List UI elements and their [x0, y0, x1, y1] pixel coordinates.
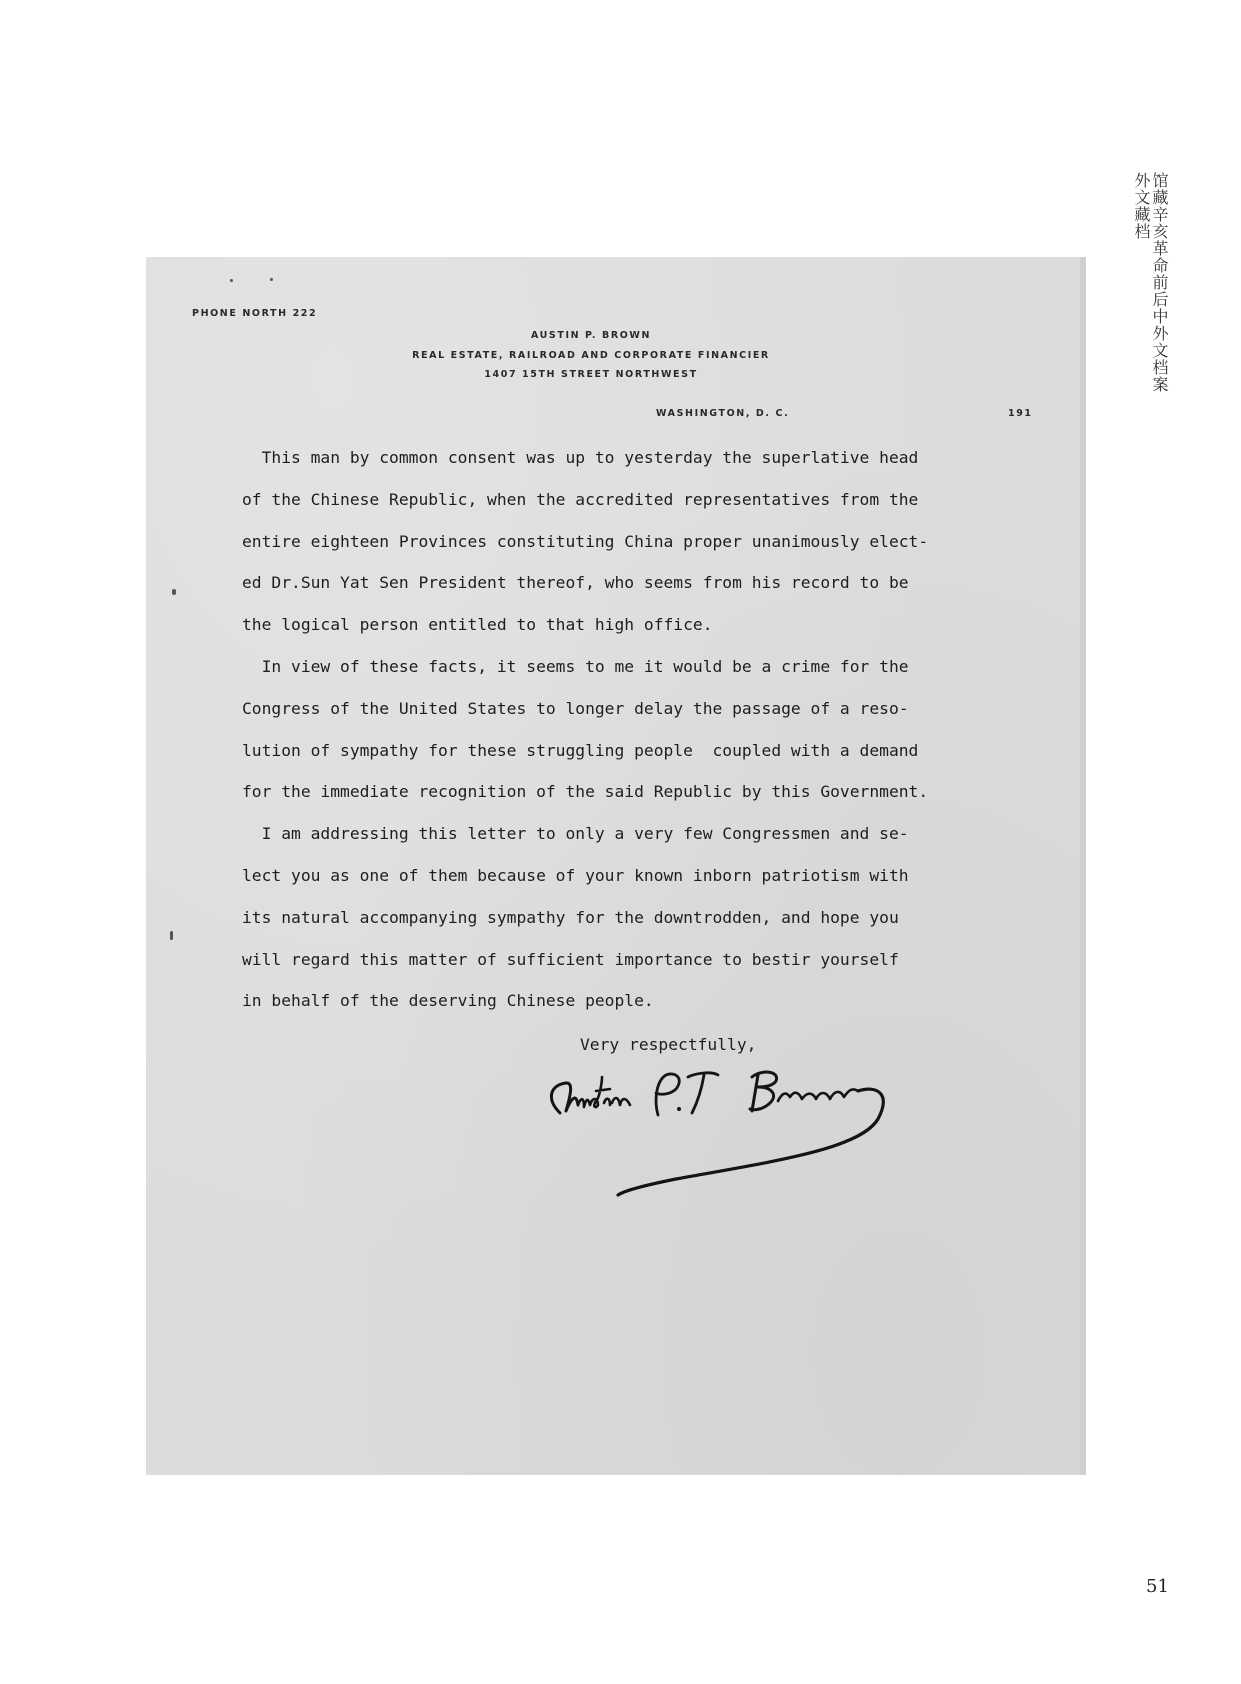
letter-scan	[146, 257, 1086, 1475]
letter-line: This man by common consent was up to yesterday the superlative head	[242, 448, 919, 467]
side-caption	[1132, 172, 1169, 393]
letter-line: for the immediate recognition of the said Republic by this Government.	[242, 782, 929, 802]
letterhead-address: 1407 15TH STREET NORTHWEST	[484, 369, 698, 380]
letter-line: Congress of the United States to longer delay the passage of a reso-	[242, 698, 909, 718]
letter-line: of the Chinese Republic, when the accredited representatives from the	[242, 489, 919, 509]
letter-line: I am addressing this letter to only a very few Congressmen and se-	[242, 824, 909, 844]
scan-speck	[172, 589, 176, 595]
letterhead-name: AUSTIN P. BROWN	[530, 330, 652, 341]
letterhead-phone: PHONE NORTH 222	[192, 308, 318, 319]
scan-edge	[1080, 257, 1086, 1475]
scan-speck	[230, 279, 233, 282]
letter-line: lution of sympathy for these struggling people coupled with a demand	[242, 740, 919, 760]
letterhead-city: WASHINGTON, D. C.	[656, 408, 790, 419]
letter-line: its natural accompanying sympathy for the downtrodden, and hope you	[242, 907, 899, 927]
side-caption-subtitle: 外文藏档	[1132, 172, 1151, 240]
letter-line: will regard this matter of sufficient importance to bestir yourself	[242, 949, 899, 969]
letterhead-year: 191	[1008, 408, 1033, 419]
letter-body	[242, 437, 1032, 1022]
letter-line: the logical person entitled to that high office.	[242, 615, 713, 635]
scan-speck	[270, 278, 273, 281]
page-number: 51	[1146, 1576, 1169, 1597]
letter-line: entire eighteen Provinces constituting China proper unanimously elect-	[242, 531, 929, 551]
signature-image	[526, 1057, 946, 1257]
side-caption-title: 馆藏辛亥革命前后中外文档案	[1150, 172, 1169, 393]
letter-line: in behalf of the deserving Chinese people.	[242, 991, 654, 1011]
scan-speck	[170, 931, 173, 940]
letter-line: ed Dr.Sun Yat Sen President thereof, who seems from his record to be	[242, 573, 909, 593]
letterhead-business: REAL ESTATE, RAILROAD AND CORPORATE FINANCIER	[412, 350, 770, 361]
letter-closing: Very respectfully,	[580, 1035, 757, 1054]
letter-line: In view of these facts, it seems to me it would be a crime for the	[242, 656, 909, 676]
letter-line: lect you as one of them because of your known inborn patriotism with	[242, 865, 909, 885]
